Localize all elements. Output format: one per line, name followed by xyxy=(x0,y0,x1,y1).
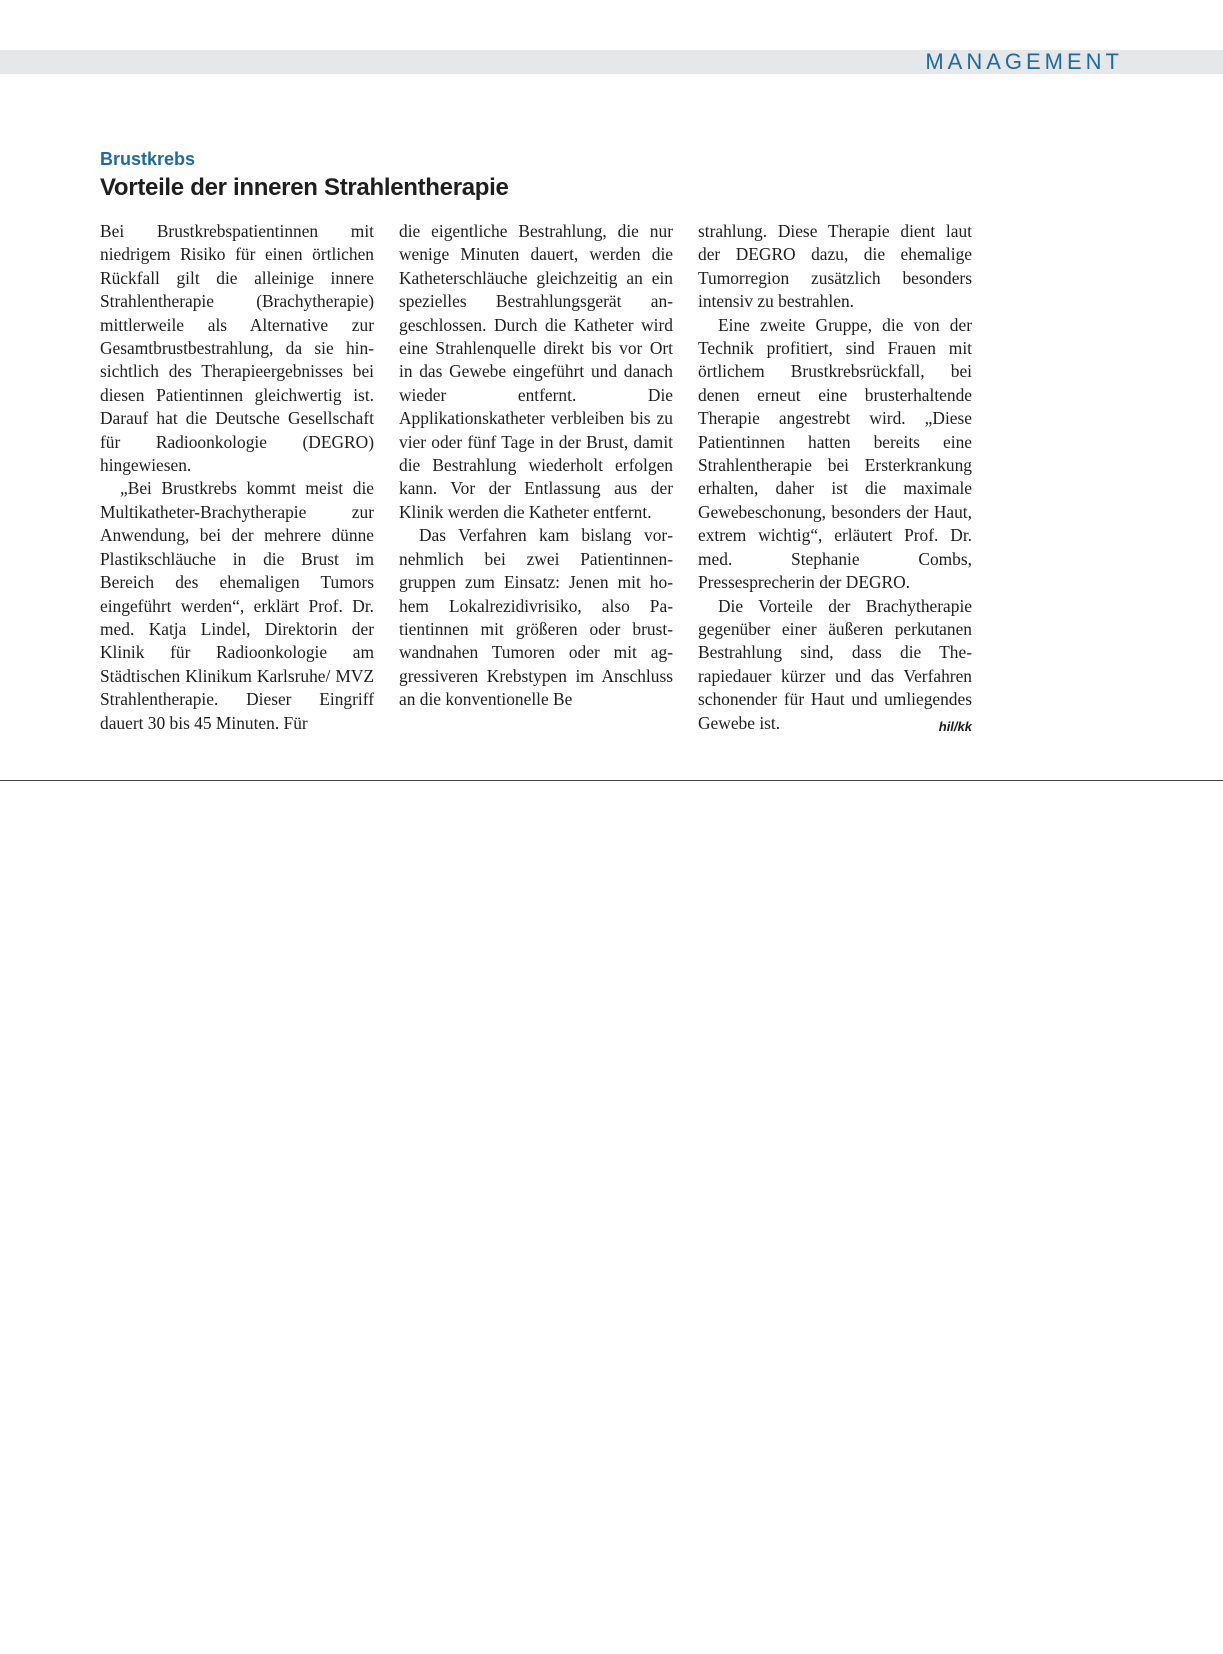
article-column-2 xyxy=(399,220,673,712)
paragraph-text: Die Vorteile der Brachytherapie gegenüber einer äußeren perkutanen Bestrahlung sind, dass die Therapiedauer kürzer und das Verfahren schonender für Haut und umliegendes Gewebe ist. xyxy=(698,595,972,733)
paragraph: „Bei Brustkrebs kommt meist die Multikatheter-Brachytherapie zur Anwendung, bei der mehrere dünne Plastikschläuche in die Brust im Bereich des ehemaligen Tumors eingeführt werden“, erklärt Prof. Dr. med. Katja Lindel, Direktorin der Klinik für Radioonkologie am Städtischen Klinikum Karlsruhe/ MVZ Strahlentherapie. Dieser Eingriff dauert 30 bis 45 Minuten. Für xyxy=(100,478,374,733)
article-column-3 xyxy=(698,220,972,738)
article-column-1 xyxy=(100,220,374,735)
paragraph-last xyxy=(698,595,972,735)
paragraph: strahlung. Diese Therapie dient laut der DEGRO dazu, die ehemalige Tumorregion zusätzlich besonders intensiv zu bestrahlen. xyxy=(698,221,972,312)
paragraph: die eigentliche Bestrahlung, die nur wenige Minuten dauert, werden die Katheterschläuche gleichzeitig an ein spezielles Bestrahlungsgerät angeschlossen. Durch die Katheter wird eine Strahlenquelle direkt bis vor Ort in das Gewebe eingeführt und danach wieder entfernt. Die Applikationskatheter verbleiben bis zu vier oder fünf Tage in der Brust, damit die Bestrahlung wiederholt erfolgen kann. Vor der Entlassung aus der Klinik werden die Katheter entfernt. xyxy=(399,221,673,522)
paragraph: Eine zweite Gruppe, die von der Technik profitiert, sind Frauen mit örtlichem Brustkrebsrückfall, bei denen erneut eine brusterhaltende Therapie angestrebt wird. „Diese Patientinnen hatten bereits eine Strahlentherapie bei Ersterkrankung erhalten, daher ist die maximale Gewebeschonung, besonders der Haut, extrem wichtig“, erläutert Prof. Dr. med. Stephanie Combs, Pressesprecherin der DEGRO. xyxy=(698,314,972,593)
section-label: MANAGEMENT xyxy=(925,49,1123,74)
article-kicker: Brustkrebs xyxy=(100,149,196,169)
paragraph: Bei Brustkrebspatientinnen mit niedrigem Risiko für einen örtlichen Rückfall gilt die alleinige innere Strahlentherapie (Brachytherapie) mittlerweile als Alternative zur Gesamtbrustbestrahlung, da sie hinsichtlich des Therapieergebnisses bei diesen Patientinnen gleichwertig ist. Darauf hat die Deutsche Gesellschaft für Radioonkologie (DEGRO) hingewiesen. xyxy=(100,221,374,476)
author-credit: hil/kk xyxy=(938,718,972,734)
bottom-divider xyxy=(0,780,1223,781)
article-title: Vorteile der inneren Strahlentherapie xyxy=(100,174,509,201)
paragraph: Das Verfahren kam bislang vornehmlich bei zwei Patientinnengruppen zum Einsatz: Jenen mit hohem Lokalrezidivrisiko, also Patientinnen mit größeren oder brustwandnahen Tumoren oder mit aggressiveren Krebstypen im Anschluss an die konventionelle Be xyxy=(399,525,673,710)
